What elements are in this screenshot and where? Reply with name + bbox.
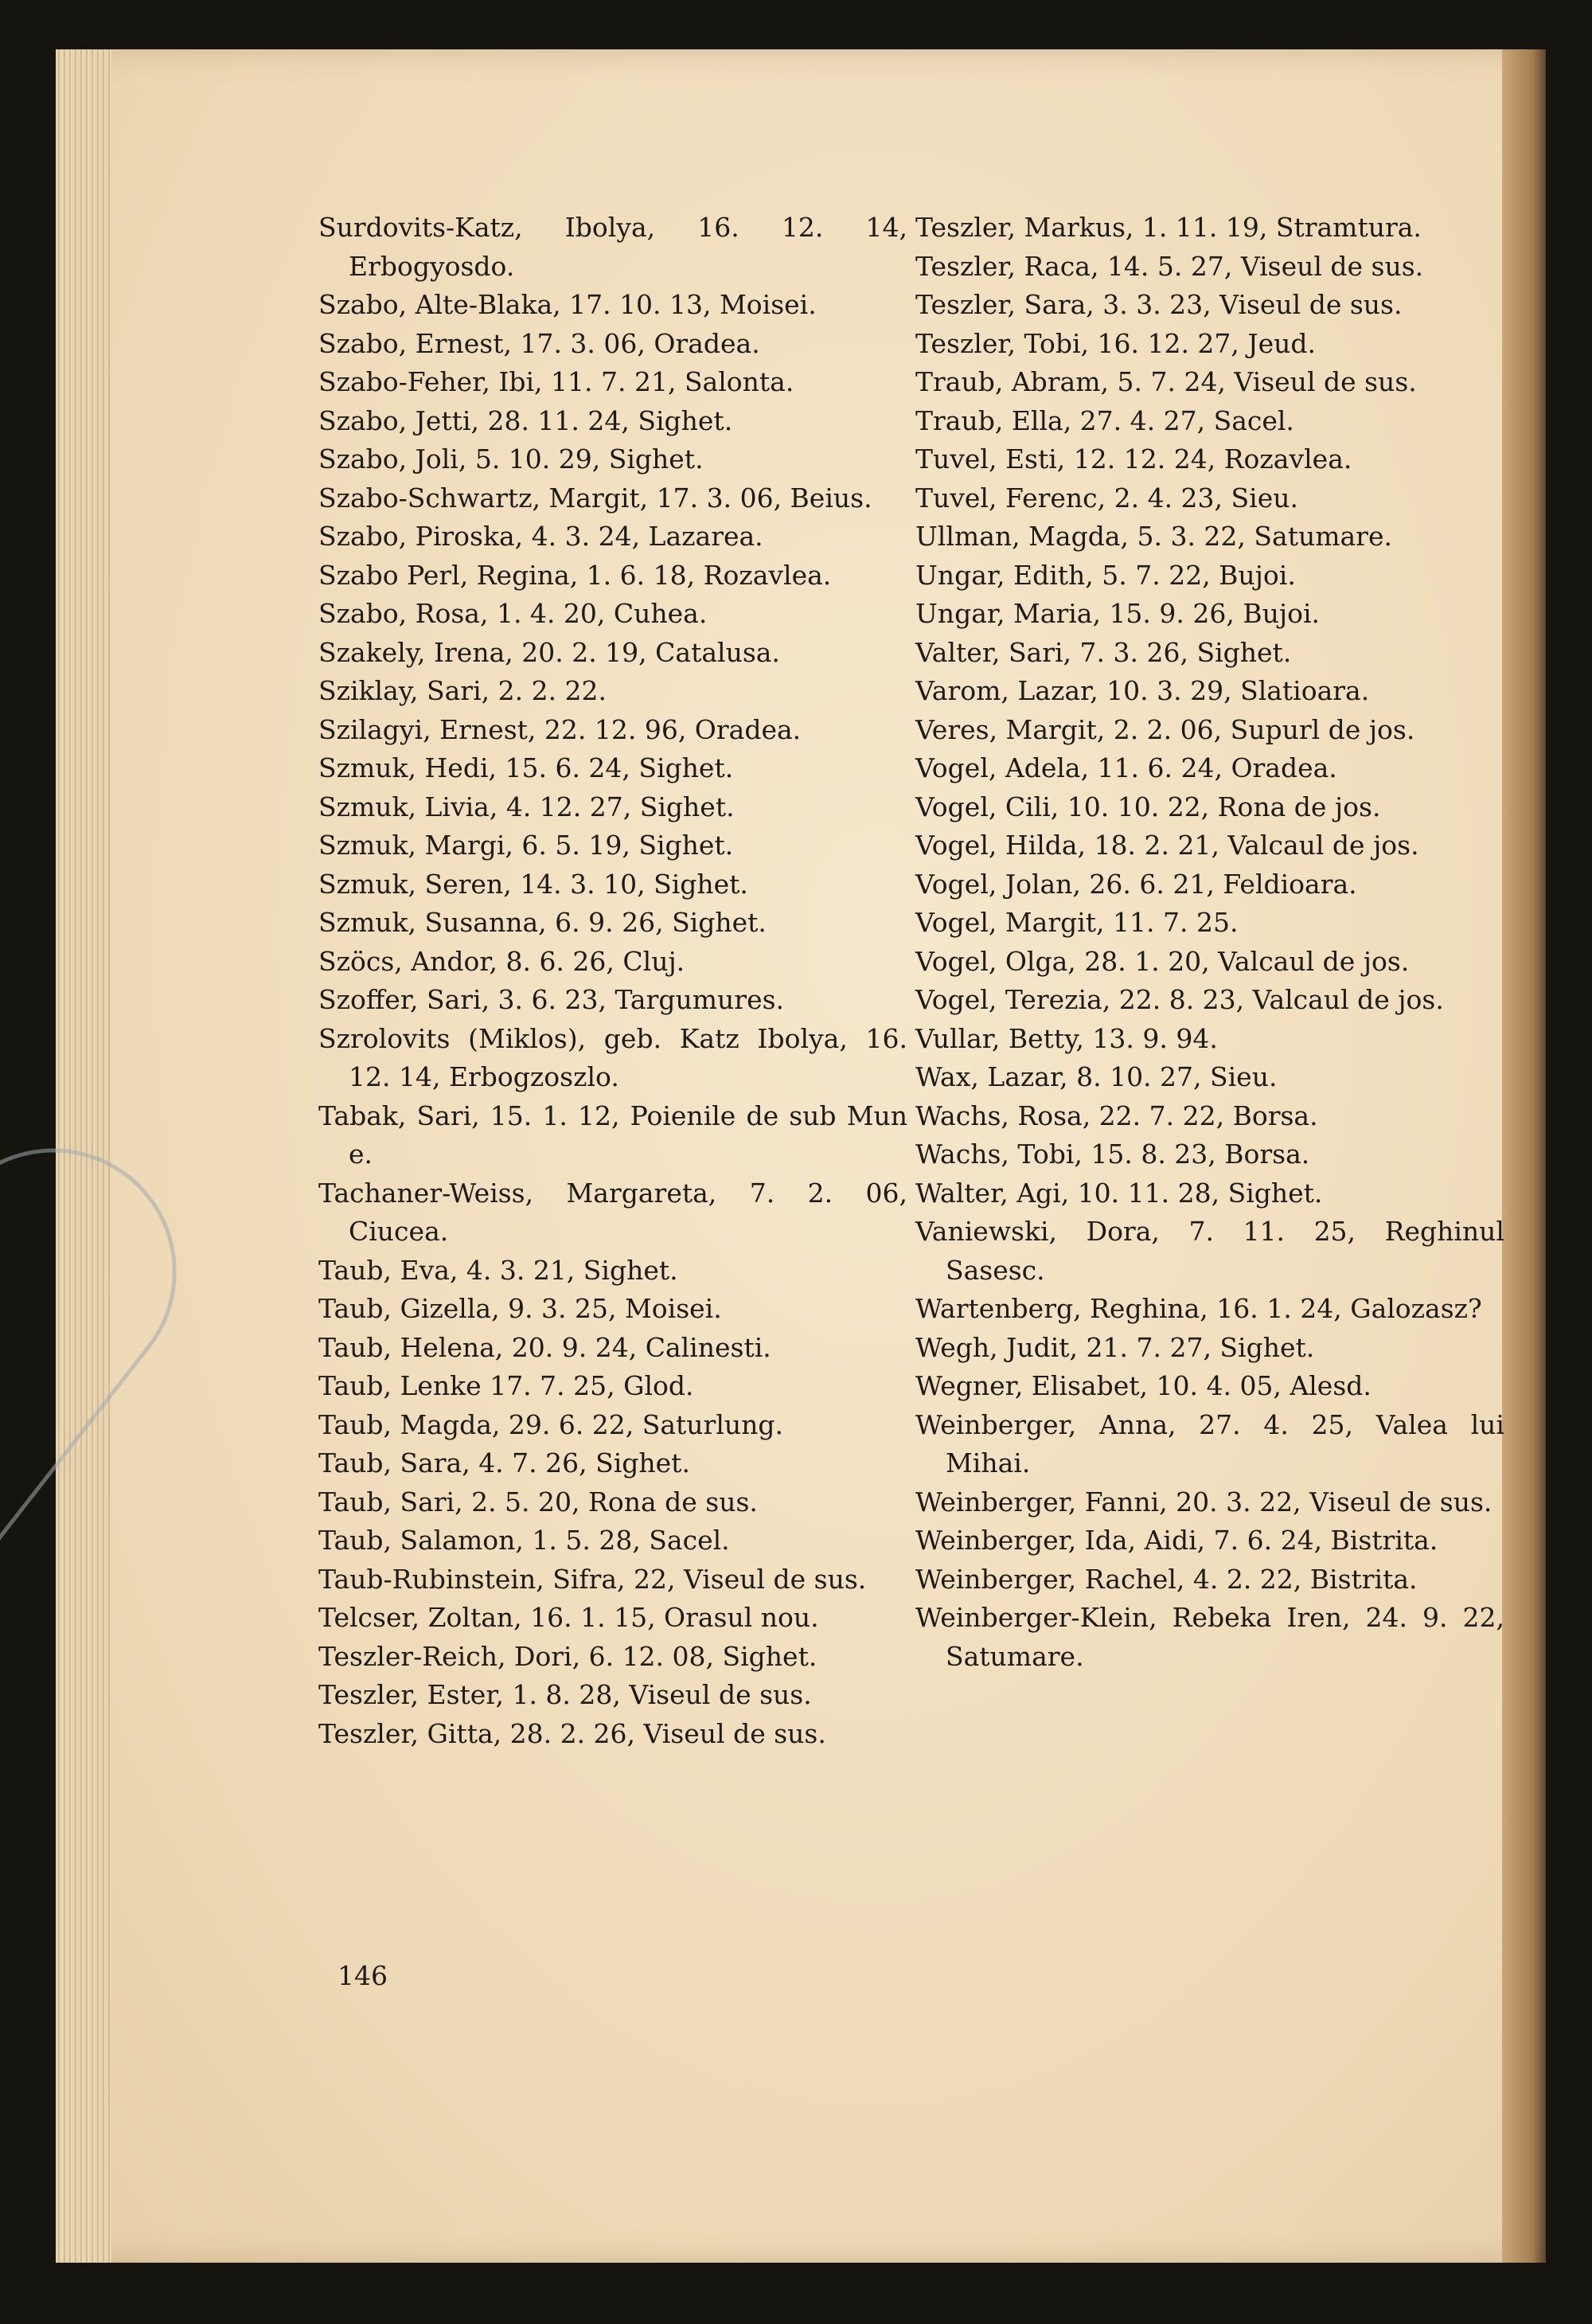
list-entry: Szabo, Joli, 5. 10. 29, Sighet. [318,443,704,475]
list-entry: Wachs, Rosa, 22. 7. 22, Borsa. [915,1100,1318,1131]
right-column [915,209,1504,1676]
list-entry: Szabo-Feher, Ibi, 11. 7. 21, Salonta. [318,366,794,397]
list-entry: Vogel, Adela, 11. 6. 24, Oradea. [915,752,1337,783]
list-entry: Taub, Eva, 4. 3. 21, Sighet. [318,1254,678,1286]
list-entry: Vullar, Betty, 13. 9. 94. [915,1022,1218,1054]
list-entry: Szrolovits (Miklos), geb. Katz Ibolya, 16. 12. 14, Erbogzoszlo. [318,1022,907,1092]
list-entry: Weinberger, Ida, Aidi, 7. 6. 24, Bistrita. [915,1525,1438,1556]
list-entry: Szoffer, Sari, 3. 6. 23, Targumures. [318,984,785,1015]
list-entry: Teszler, Ester, 1. 8. 28, Viseul de sus. [318,1679,812,1710]
left-column [318,209,907,1753]
list-entry: Wachs, Tobi, 15. 8. 23, Borsa. [915,1139,1310,1170]
list-entry: Vogel, Jolan, 26. 6. 21, Feldioara. [915,868,1357,900]
list-entry: Taub, Gizella, 9. 3. 25, Moisei. [318,1293,722,1324]
list-entry: Tuvel, Ferenc, 2. 4. 23, Sieu. [915,482,1298,514]
list-entry: Weinberger, Fanni, 20. 3. 22, Viseul de sus. [915,1486,1492,1517]
list-entry: Vogel, Hilda, 18. 2. 21, Valcaul de jos. [915,830,1419,861]
list-entry: Tabak, Sari, 15. 1. 12, Poienile de sub Mun e. [318,1100,907,1170]
list-entry: Szakely, Irena, 20. 2. 19, Catalusa. [318,636,780,668]
list-entry: Szmuk, Susanna, 6. 9. 26, Sighet. [318,907,767,938]
list-entry: Taub, Salamon, 1. 5. 28, Sacel. [318,1525,730,1556]
list-entry: Vogel, Terezia, 22. 8. 23, Valcaul de jos. [915,984,1444,1015]
list-entry: Szilagyi, Ernest, 22. 12. 96, Oradea. [318,713,802,745]
list-entry: Vogel, Margit, 11. 7. 25. [915,907,1239,938]
list-entry: Telcser, Zoltan, 16. 1. 15, Orasul nou. [318,1602,819,1633]
list-entry: Teszler, Gitta, 28. 2. 26, Viseul de sus. [318,1717,826,1749]
list-entry: Teszler-Reich, Dori, 6. 12. 08, Sighet. [318,1640,817,1672]
list-entry: Valter, Sari, 7. 3. 26, Sighet. [915,636,1292,668]
list-entry: Teszler, Markus, 1. 11. 19, Stramtura. [915,212,1422,243]
list-entry: Surdovits-Katz, Ibolya, 16. 12. 14, Erbogyosdo. [318,212,907,282]
list-entry: Wegner, Elisabet, 10. 4. 05, Alesd. [915,1370,1372,1401]
list-entry: Szabo, Piroska, 4. 3. 24, Lazarea. [318,521,763,552]
list-entry: Sziklay, Sari, 2. 2. 22. [318,675,607,706]
list-entry: Taub, Lenke 17. 7. 25, Glod. [318,1370,694,1401]
list-entry: Teszler, Sara, 3. 3. 23, Viseul de sus. [915,289,1403,320]
list-entry: Wegh, Judit, 21. 7. 27, Sighet. [915,1331,1315,1363]
list-entry: Taub, Sara, 4. 7. 26, Sighet. [318,1447,690,1478]
list-entry: Wax, Lazar, 8. 10. 27, Sieu. [915,1061,1278,1092]
list-entry: Szmuk, Livia, 4. 12. 27, Sighet. [318,791,735,822]
list-entry: Vogel, Olga, 28. 1. 20, Valcaul de jos. [915,945,1410,977]
list-entry: Szabo, Ernest, 17. 3. 06, Oradea. [318,327,760,359]
list-entry: Szmuk, Margi, 6. 5. 19, Sighet. [318,830,734,861]
list-entry: Wartenberg, Reghina, 16. 1. 24, Galozasz? [915,1293,1482,1324]
book-page [56,49,1546,2263]
page-number: 146 [338,1960,388,1991]
list-entry: Szabo-Schwartz, Margit, 17. 3. 06, Beius. [318,482,872,514]
list-entry: Szabo, Alte-Blaka, 17. 10. 13, Moisei. [318,289,817,320]
list-entry: Szmuk, Hedi, 15. 6. 24, Sighet. [318,752,734,783]
list-entry: Veres, Margit, 2. 2. 06, Supurl de jos. [915,713,1415,745]
list-entry: Szabo Perl, Regina, 1. 6. 18, Rozavlea. [318,559,832,591]
list-entry: Varom, Lazar, 10. 3. 29, Slatioara. [915,675,1370,706]
list-entry: Weinberger-Klein, Rebeka Iren, 24. 9. 22, Satumare. [915,1602,1504,1672]
list-entry: Taub, Helena, 20. 9. 24, Calinesti. [318,1331,771,1363]
list-entry: Teszler, Raca, 14. 5. 27, Viseul de sus. [915,250,1424,282]
list-entry: Taub-Rubinstein, Sifra, 22, Viseul de sus. [318,1563,867,1595]
list-entry: Taub, Magda, 29. 6. 22, Saturlung. [318,1408,784,1440]
list-entry: Walter, Agi, 10. 11. 28, Sighet. [915,1177,1323,1209]
list-entry: Weinberger, Anna, 27. 4. 25, Valea lui Mihai. [915,1408,1504,1478]
list-entry: Vaniewski, Dora, 7. 11. 25, Reghinul Sasesc. [915,1216,1504,1286]
facing-page-edge [1502,49,1546,2263]
list-entry: Ullman, Magda, 5. 3. 22, Satumare. [915,521,1392,552]
list-entry: Ungar, Edith, 5. 7. 22, Bujoi. [915,559,1296,591]
list-entry: Szabo, Rosa, 1. 4. 20, Cuhea. [318,598,708,629]
list-entry: Szmuk, Seren, 14. 3. 10, Sighet. [318,868,748,900]
list-entry: Ungar, Maria, 15. 9. 26, Bujoi. [915,598,1321,629]
list-entry: Szabo, Jetti, 28. 11. 24, Sighet. [318,404,733,436]
list-entry: Teszler, Tobi, 16. 12. 27, Jeud. [915,327,1317,359]
list-entry: Vogel, Cili, 10. 10. 22, Rona de jos. [915,791,1381,822]
list-entry: Tuvel, Esti, 12. 12. 24, Rozavlea. [915,443,1352,475]
list-entry: Weinberger, Rachel, 4. 2. 22, Bistrita. [915,1563,1418,1595]
list-entry: Traub, Ella, 27. 4. 27, Sacel. [915,404,1294,436]
list-entry: Taub, Sari, 2. 5. 20, Rona de sus. [318,1486,758,1517]
list-entry: Szöcs, Andor, 8. 6. 26, Cluj. [318,945,685,977]
list-entry: Traub, Abram, 5. 7. 24, Viseul de sus. [915,366,1417,397]
list-entry: Tachaner-Weiss, Margareta, 7. 2. 06, Ciucea. [318,1177,907,1247]
